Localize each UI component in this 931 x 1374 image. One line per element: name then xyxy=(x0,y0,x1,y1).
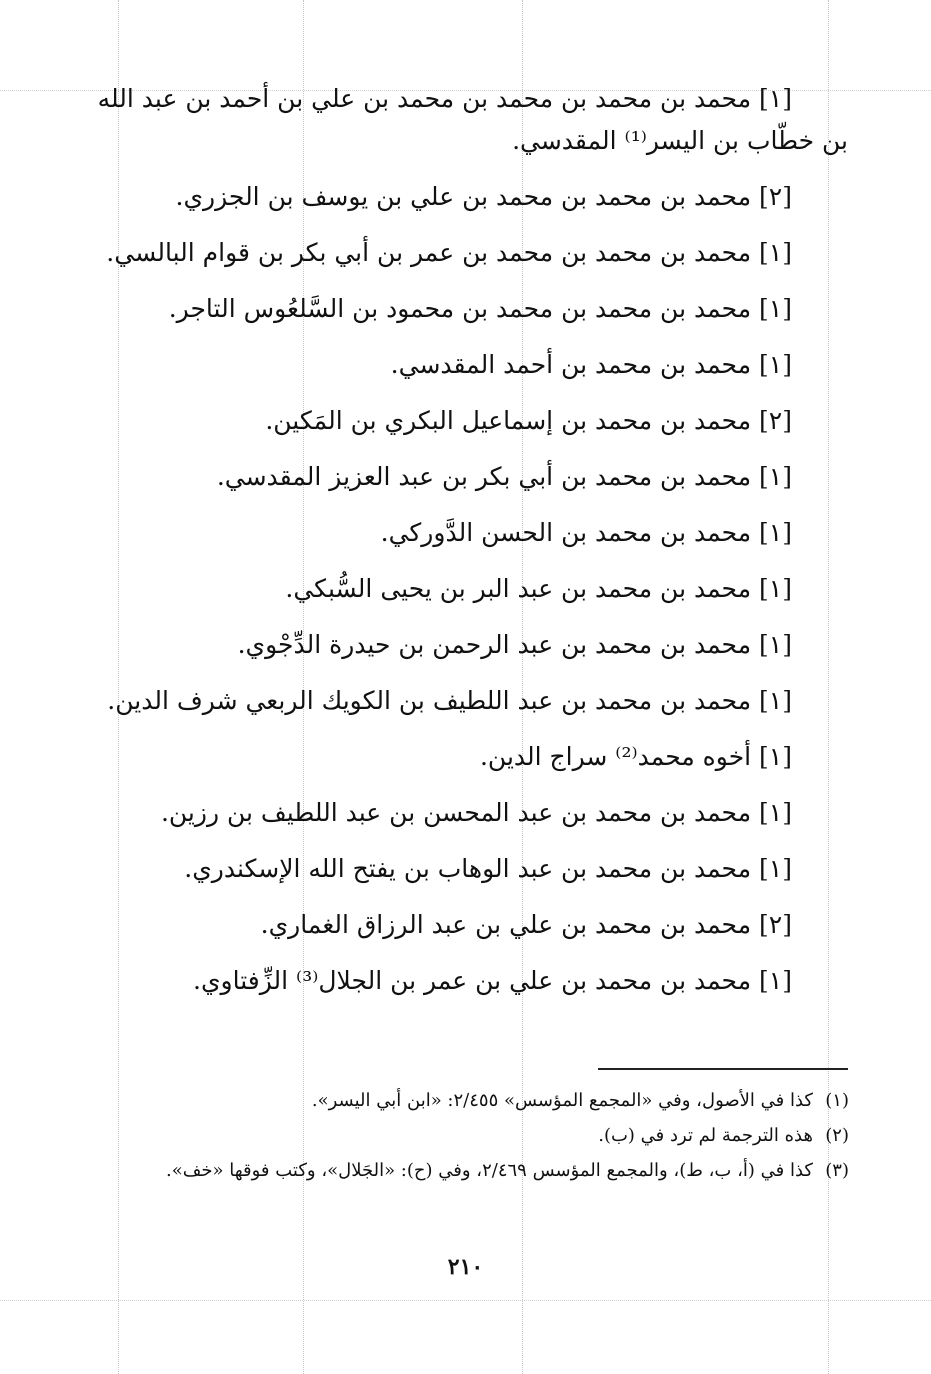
entry: [١] محمد بن محمد بن عبد المحسن بن عبد اللطيف بن رزين. xyxy=(160,798,792,827)
entry: [٢] محمد بن محمد بن محمد بن علي بن يوسف بن الجزري. xyxy=(175,182,792,211)
footnote xyxy=(100,1085,849,1116)
footnote-number: (٣) xyxy=(825,1160,849,1181)
entry: [١] محمد بن محمد بن محمد بن عمر بن أبي بكر بن قوام البالسي. xyxy=(106,238,792,267)
entry: [٢] محمد بن محمد بن إسماعيل البكري بن المَكين. xyxy=(265,406,792,435)
entry: [١] محمد بن محمد بن عبد البر بن يحيى السُّبكي. xyxy=(285,574,792,603)
page-number: ٢١٠ xyxy=(447,1254,484,1280)
entry: [١] محمد بن محمد بن محمد بن محمود بن السَّلعُوس التاجر. xyxy=(168,294,792,323)
footnote-separator xyxy=(598,1068,848,1070)
footnote-text: كذا في الأصول، وفي «المجمع المؤسس» ٢/٤٥٥: «ابن أبي اليسر». xyxy=(311,1090,813,1111)
footnote xyxy=(100,1155,849,1186)
entry: [١] أخوه محمد⁽²⁾ سراج الدين. xyxy=(479,742,792,771)
entry: [١] محمد بن محمد بن أبي بكر بن عبد العزيز المقدسي. xyxy=(216,462,792,491)
entry: [١] محمد بن محمد بن الحسن الدَّوركي. xyxy=(380,518,792,547)
entry: [١] محمد بن محمد بن عبد الوهاب بن يفتح الله الإسكندري. xyxy=(184,854,792,883)
footnote-number: (١) xyxy=(825,1090,849,1111)
entry: [١] محمد بن محمد بن محمد بن محمد بن علي بن أحمد بن عبد الله بن خطّاب بن اليسر⁽¹⁾ المقدسي. xyxy=(97,84,848,155)
footnote-text: هذه الترجمة لم ترد في (ب). xyxy=(598,1125,813,1146)
footnote xyxy=(100,1120,849,1151)
entry: [١] محمد بن محمد بن عبد اللطيف بن الكويك الربعي شرف الدين. xyxy=(107,686,792,715)
footnote-text: كذا في (أ، ب، ط)، والمجمع المؤسس ٢/٤٦٩، وفي (ح): «الجَلال»، وكتب فوقها «خف». xyxy=(166,1160,813,1181)
entries-list xyxy=(78,78,848,1016)
entry: [٢] محمد بن محمد بن علي بن عبد الرزاق الغماري. xyxy=(260,910,792,939)
entry: [١] محمد بن محمد بن أحمد المقدسي. xyxy=(390,350,792,379)
entry: [١] محمد بن محمد بن عبد الرحمن بن حيدرة الدِّجْوي. xyxy=(237,630,792,659)
footnote-number: (٢) xyxy=(825,1125,849,1146)
guide-line xyxy=(0,1300,931,1301)
entry: [١] محمد بن محمد بن علي بن عمر بن الجلال⁽³⁾ الزِّفتاوي. xyxy=(193,966,792,995)
footnotes xyxy=(100,1085,849,1190)
